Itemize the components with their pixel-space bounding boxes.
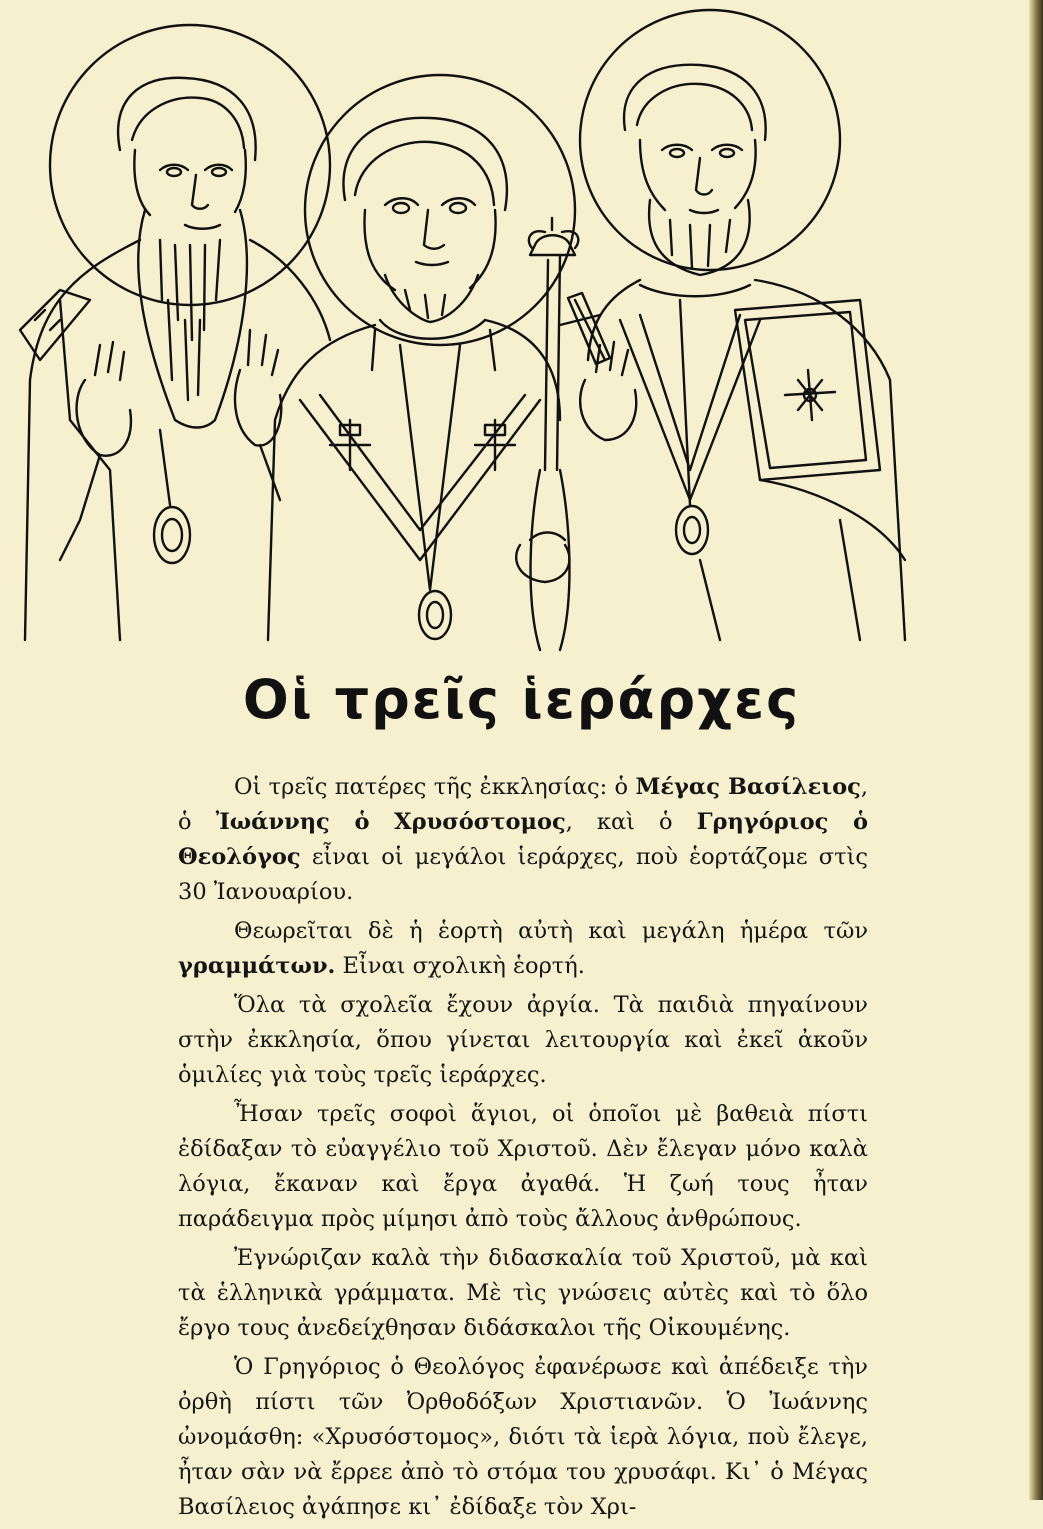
right-saint-figure [560, 65, 905, 640]
paragraph-2 [178, 914, 868, 984]
paragraph-1-text-c: , καὶ ὁ [565, 809, 697, 835]
paragraph-6: Ὁ Γρηγόριος ὁ Θεολόγος ἐφανέρωσε καὶ ἀπέδειξε τὴν ὀρθὴ πίστι τῶν Ὀρθοδόξων Χριστιανῶν. Ὁ Ἰωάννης ὠνομάσθη: «Χρυσόστομος», διότι τὰ ἱερὰ λόγια, ποὺ ἔλεγε, ἦταν σὰν νὰ ἔρρεε ἀπὸ τὸ στόμα του χρυσάφι. Κι᾽ ὁ Μέγας Βασίλειος ἀγάπησε κι᾽ ἐδίδαξε τὸν Χρι- [178, 1354, 868, 1520]
three-hierarchs-illustration [0, 0, 1043, 670]
body-text [178, 770, 868, 1529]
center-halo [305, 75, 575, 345]
paragraph-1-text-a: Οἱ τρεῖς πατέρες τῆς ἐκκλησίας: ὁ [234, 774, 636, 800]
name-basil: Μέγας Βασίλειος [635, 774, 861, 800]
paragraph-1 [178, 770, 868, 910]
paragraph-5: Ἐγνώριζαν καλὰ τὴν διδασκαλία τοῦ Χριστοῦ, μὰ καὶ τὰ ἑλληνικὰ γράμματα. Μὲ τὶς γνώσεις αὐτὲς καὶ τὸ ὅλο ἔργο τους ἀνεδείχθησαν διδάσκαλοι τῆς Οἰκουμένης. [178, 1245, 868, 1341]
paragraph-3: Ὅλα τὰ σχολεῖα ἔχουν ἀργία. Τὰ παιδιὰ πηγαίνουν στὴν ἐκκλησία, ὅπου γίνεται λειτουργία καὶ ἐκεῖ ἀκοῦν ὁμιλίες γιὰ τοὺς τρεῖς ἱεράρχες. [178, 992, 868, 1088]
paragraph-2-text-a: Θεωρεῖται δὲ ἡ ἑορτὴ αὐτὴ καὶ μεγάλη ἡμέρα τῶν [234, 918, 868, 944]
name-chrysostom: Ἰωάννης ὁ Χρυσόστομος [215, 809, 566, 835]
paragraph-4: Ἦσαν τρεῖς σοφοὶ ἅγιοι, οἱ ὁποῖοι μὲ βαθειὰ πίστι ἐδίδαξαν τὸ εὐαγγέλιο τοῦ Χριστοῦ. Δὲν ἔλεγαν μόνο καλὰ λόγια, ἔκαναν καὶ ἔργα ἀγαθά. Ἡ ζωή τους ἦταν παράδειγμα πρὸς μίμησι ἀπὸ τοὺς ἄλλους ἀνθρώπους. [178, 1101, 868, 1232]
page-title: Οἱ τρεῖς ἱεράρχες [242, 668, 801, 731]
name-gregory: Γρηγόριος ὁ Θεολόγος [178, 809, 869, 870]
paragraph-2-text-b: Εἶναι σχολικὴ ἑορτή. [335, 953, 585, 979]
center-saint-figure [268, 118, 578, 650]
paragraph-1-text-d: εἶναι οἱ μεγάλοι ἱεράρχες, ποὺ ἑορτάζομε στὶς 30 Ἰανουαρίου. [178, 844, 868, 905]
left-saint-figure [20, 78, 330, 640]
word-grammata: γραμμάτων. [178, 953, 336, 979]
paragraph-1-text-b: , ὁ [178, 774, 868, 835]
page-edge [1029, 0, 1043, 1500]
